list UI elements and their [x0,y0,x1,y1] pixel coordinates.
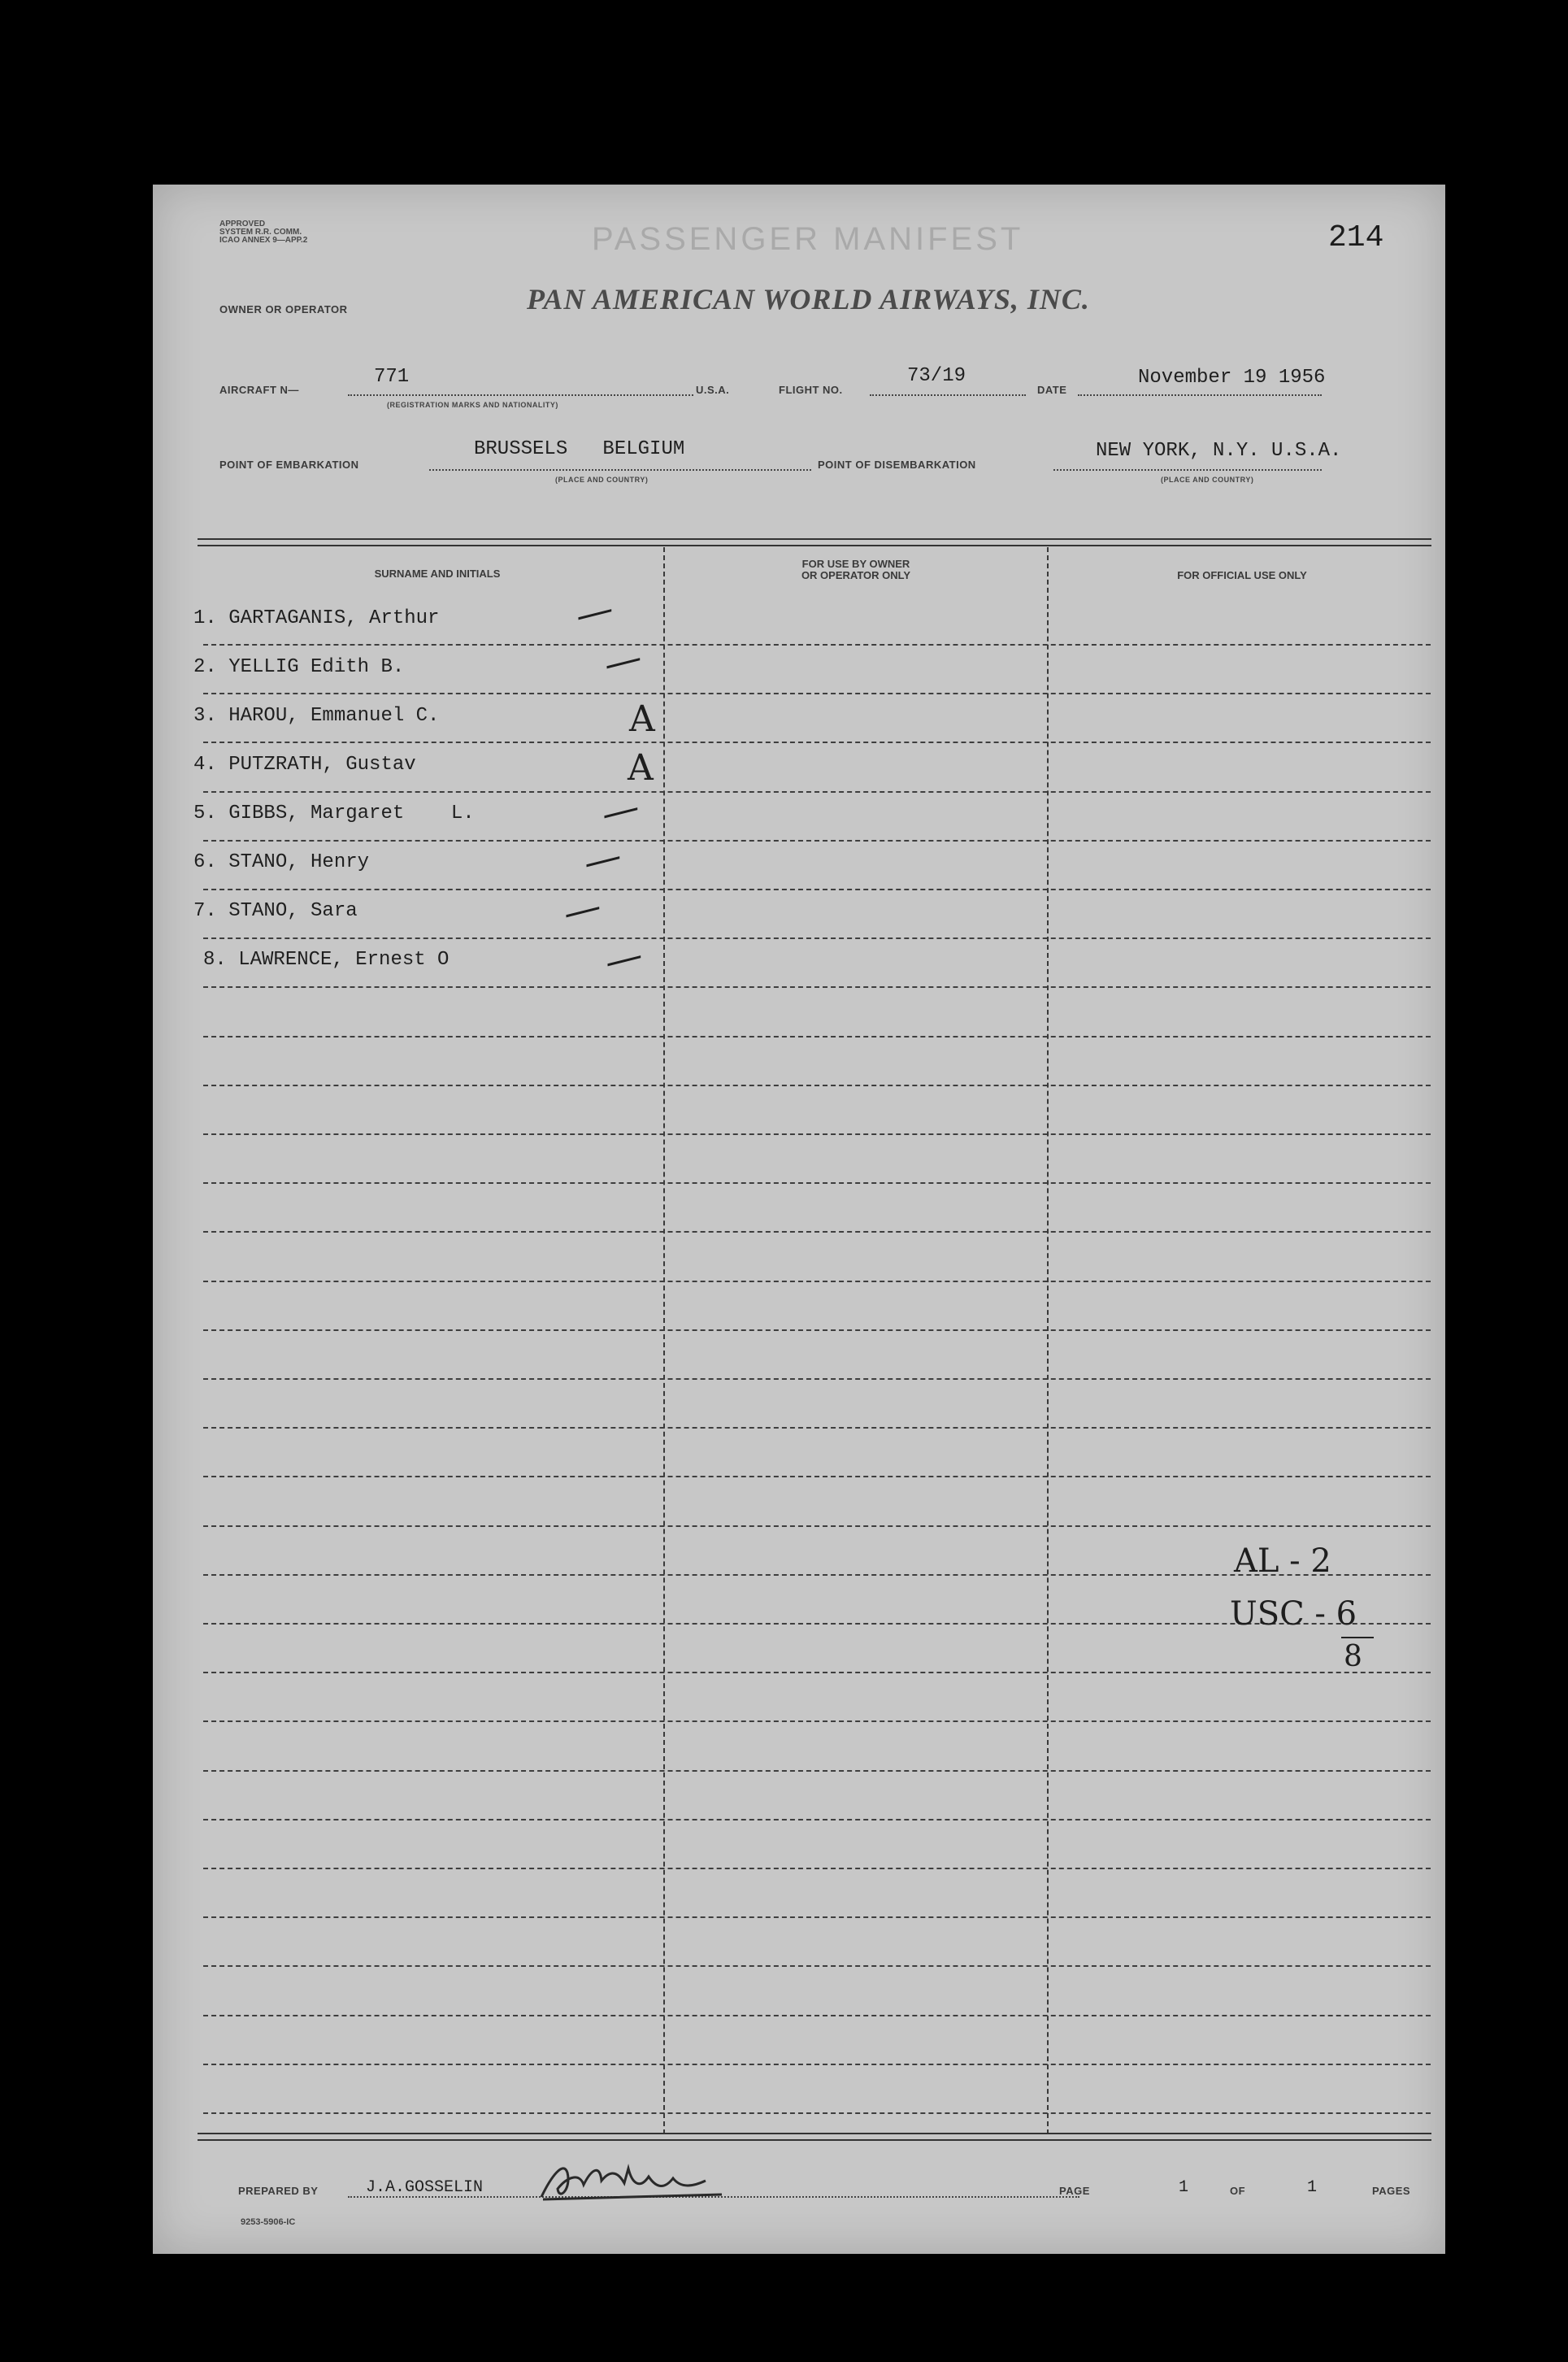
annotation-mark: A [629,698,655,740]
table-rule [203,1329,1431,1331]
aircraft-underline [348,394,693,396]
column-header-owner [673,559,1039,581]
date-value: November 19 1956 [1138,367,1326,389]
usa-label: U.S.A. [696,384,730,396]
table-rule [203,791,1431,793]
passenger-row: 5. GIBBS, Margaret L. [193,803,475,824]
check-mark: — [600,932,647,984]
table-bottom-rule [198,2133,1431,2141]
date-label: DATE [1037,384,1067,396]
flight-value: 73/19 [907,365,966,387]
table-rule [203,1182,1431,1184]
table-rule [203,937,1431,939]
embarkation-value: BRUSSELS BELGIUM [474,438,685,460]
table-rule [203,742,1431,743]
passenger-row: 4. PUTZRATH, Gustav [193,754,416,776]
table-rule [203,644,1431,646]
table-rule [203,1427,1431,1429]
page-label: PAGE [1059,2185,1090,2197]
column-divider [1047,547,1049,2134]
table-rule [203,1231,1431,1233]
pages-label: PAGES [1372,2185,1411,2197]
column-divider [663,547,665,2134]
table-rule [203,1868,1431,1869]
check-mark: — [597,784,644,836]
table-rule [203,1819,1431,1820]
table-rule [203,1525,1431,1527]
table-rule [203,1672,1431,1673]
table-rule [203,1476,1431,1477]
table-rule [203,2015,1431,2016]
tally-total: 8 [1344,1640,1362,1673]
table-rule [203,1720,1431,1722]
aircraft-caption: (REGISTRATION MARKS AND NATIONALITY) [387,401,558,409]
tally-rule [1341,1637,1374,1638]
column-header-owner-line: FOR USE BY OWNER [801,558,910,570]
column-header-owner-line: OR OPERATOR ONLY [801,569,911,581]
table-rule [203,1378,1431,1380]
approval-line: ICAO ANNEX 9—APP.2 [219,236,308,245]
aircraft-label: AIRCRAFT N— [219,384,299,396]
page-number: 214 [1328,220,1384,255]
table-rule [203,1916,1431,1918]
passenger-row: 1. GARTAGANIS, Arthur [193,607,440,629]
column-header-surname: SURNAME AND INITIALS [374,568,501,580]
passenger-row: 6. STANO, Henry [193,851,370,873]
passenger-row: 7. STANO, Sara [193,900,358,922]
table-rule [203,1036,1431,1037]
operator-name: PAN AMERICAN WORLD AIRWAYS, INC. [527,283,1090,315]
approval-line: APPROVED [219,220,266,228]
table-rule [203,1965,1431,1967]
owner-label: OWNER OR OPERATOR [219,303,348,315]
prepared-label: PREPARED BY [238,2185,319,2197]
flight-underline [870,394,1026,396]
document-title: PASSENGER MANIFEST [592,221,1024,257]
table-rule [203,986,1431,988]
signature [535,2152,730,2209]
approval-block [219,220,307,245]
check-mark: — [599,634,646,686]
tally-line: AL - 2 [1234,1542,1331,1580]
of-value: 1 [1307,2178,1318,2197]
table-rule [203,2112,1431,2114]
disembarkation-value: NEW YORK, N.Y. U.S.A. [1096,440,1342,462]
disembarkation-underline [1053,469,1322,471]
flight-label: FLIGHT NO. [779,384,843,396]
table-rule [203,693,1431,694]
table-top-rule [198,538,1431,546]
table-rule [203,1085,1431,1086]
approval-line: SYSTEM R.R. COMM. [219,228,302,237]
column-header-official: FOR OFFICIAL USE ONLY [1177,569,1307,581]
table-rule [203,1133,1431,1135]
disembarkation-label: POINT OF DISEMBARKATION [818,459,976,471]
annotation-mark: A [628,747,654,789]
manifest-sheet [153,185,1445,2254]
table-rule [203,2064,1431,2065]
date-underline [1078,394,1322,396]
passenger-row: 3. HAROU, Emmanuel C. [193,705,440,727]
check-mark: — [571,585,618,637]
embarkation-caption: (PLACE AND COUNTRY) [555,476,649,484]
embarkation-label: POINT OF EMBARKATION [219,459,359,471]
check-mark: — [579,833,626,885]
passenger-row: 8. LAWRENCE, Ernest O [203,949,450,971]
table-rule [203,840,1431,842]
check-mark: — [558,883,606,935]
prepared-by-value: J.A.GOSSELIN [366,2178,484,2197]
disembarkation-caption: (PLACE AND COUNTRY) [1161,476,1254,484]
page-value: 1 [1179,2178,1189,2197]
table-rule [203,1770,1431,1772]
table-rule [203,1281,1431,1282]
passenger-row: 2. YELLIG Edith B. [193,656,405,678]
tally-line: USC - 6 [1230,1595,1357,1633]
of-label: OF [1230,2185,1246,2197]
table-rule [203,889,1431,890]
form-number: 9253-5906-IC [241,2217,296,2227]
embarkation-underline [429,469,811,471]
aircraft-value: 771 [374,366,410,388]
